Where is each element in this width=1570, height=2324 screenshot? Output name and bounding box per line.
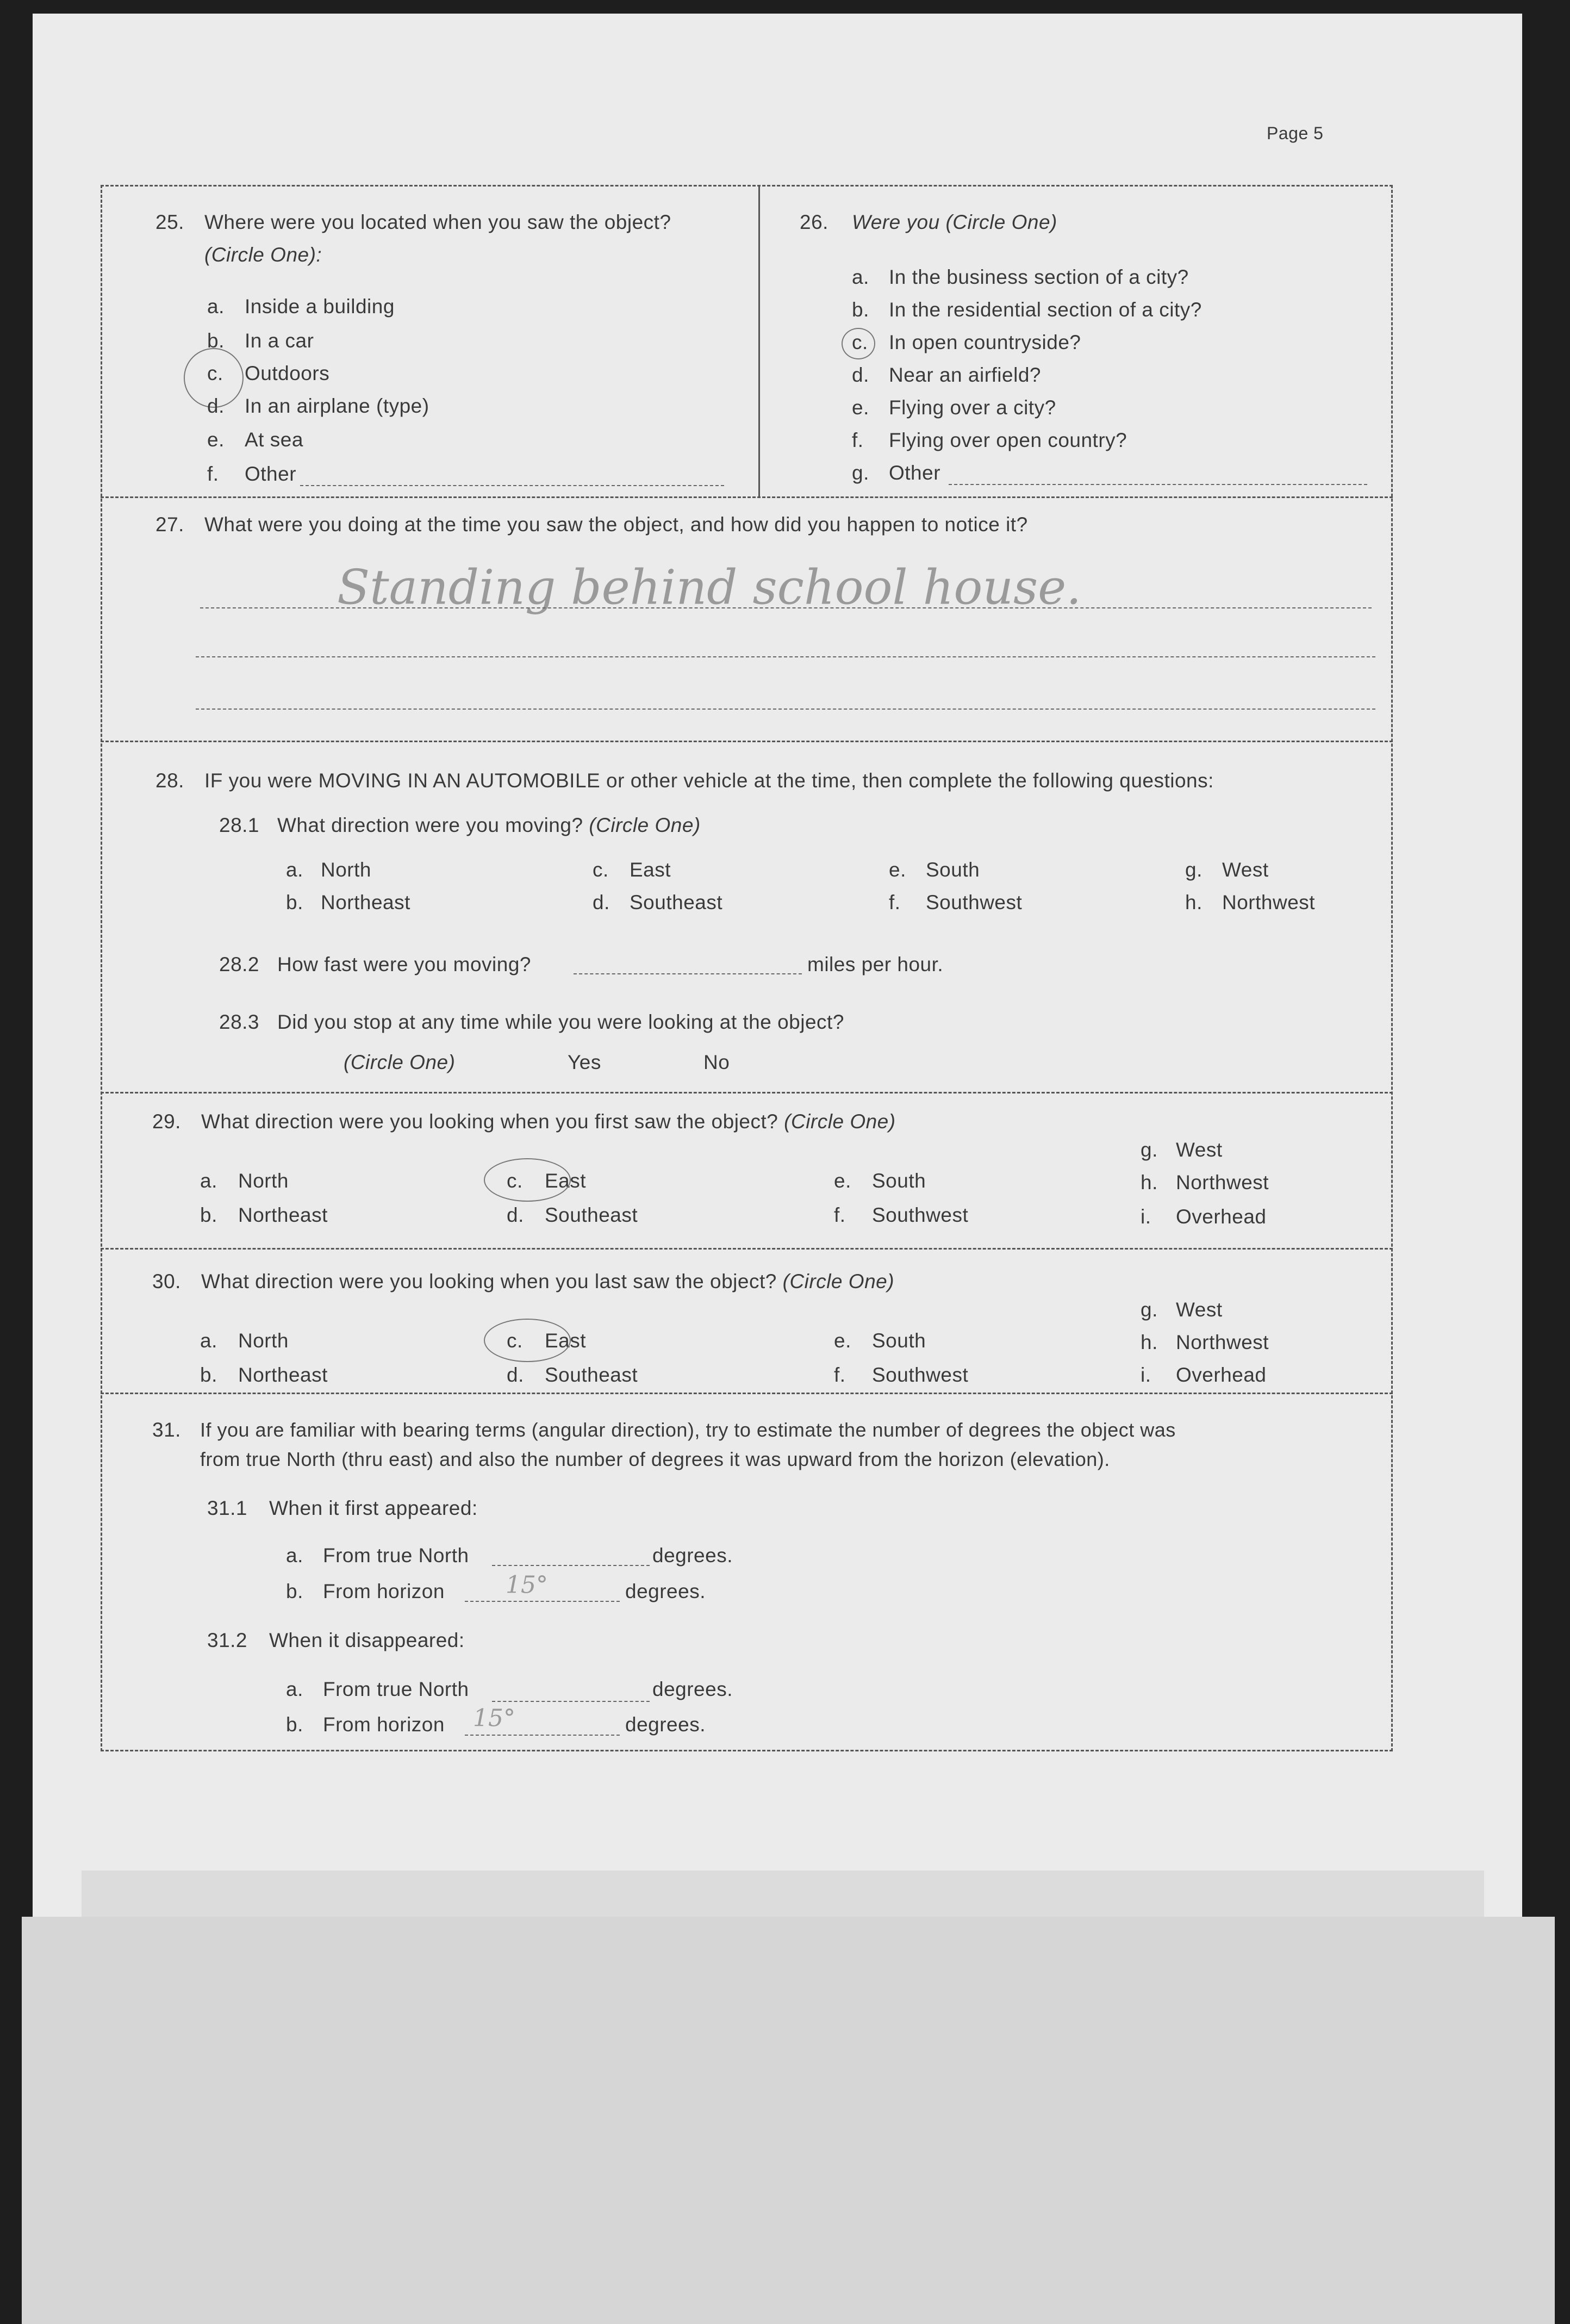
row-divider	[101, 1393, 1393, 1394]
option-text[interactable]: East	[545, 1329, 587, 1352]
option-text[interactable]: Outdoors	[245, 362, 330, 384]
option-letter[interactable]: a.	[286, 859, 303, 881]
option-letter[interactable]: b.	[852, 299, 869, 321]
subquestion-question: What direction were you moving?	[277, 814, 583, 836]
option-text[interactable]: Northwest	[1222, 891, 1316, 914]
field-letter: b.	[286, 1713, 303, 1736]
horizon-last-input[interactable]	[465, 1735, 620, 1736]
option-text[interactable]: Southeast	[545, 1204, 638, 1226]
option-text[interactable]: Northwest	[1176, 1331, 1269, 1353]
option-text[interactable]: Southwest	[872, 1364, 969, 1386]
question-instruction: (Circle One)	[782, 1270, 895, 1293]
option-letter[interactable]: b.	[200, 1204, 217, 1226]
option-text[interactable]: Near an airfield?	[889, 364, 1041, 386]
question-text	[201, 1110, 896, 1134]
option-yes[interactable]: Yes	[568, 1051, 601, 1073]
option-text[interactable]: Flying over a city?	[889, 396, 1056, 419]
question-number: 27.	[155, 513, 184, 536]
field-unit: degrees.	[652, 1544, 733, 1567]
question-suffix: or other vehicle at the time, then complete the following questions:	[600, 769, 1214, 792]
north-first-input[interactable]	[492, 1565, 650, 1566]
option-text[interactable]: West	[1222, 859, 1269, 881]
option-letter[interactable]: b.	[286, 891, 303, 914]
option-letter[interactable]: b.	[207, 330, 225, 352]
answer-line[interactable]	[196, 656, 1375, 657]
option-text[interactable]: Northeast	[321, 891, 410, 914]
subquestion-text: Did you stop at any time while you were looking at the object?	[277, 1011, 844, 1033]
row-divider	[101, 496, 1393, 498]
option-no[interactable]: No	[703, 1051, 730, 1073]
option-letter[interactable]: e.	[834, 1170, 851, 1192]
page-label: Page 5	[1267, 123, 1324, 143]
option-text[interactable]: Flying over open country?	[889, 429, 1127, 451]
subquestion-instruction: (Circle One)	[589, 814, 701, 836]
option-text[interactable]: South	[872, 1329, 926, 1352]
option-letter[interactable]: g.	[1141, 1298, 1158, 1321]
option-letter[interactable]: e.	[834, 1329, 851, 1352]
row-divider	[101, 741, 1393, 742]
subquestion-label: When it disappeared:	[269, 1629, 465, 1651]
question-number: 25.	[155, 211, 184, 233]
handwritten-answer[interactable]: Standing behind school house.	[337, 559, 1082, 616]
speed-input-line[interactable]	[574, 973, 802, 974]
option-letter[interactable]: g.	[852, 462, 869, 484]
option-text[interactable]: In an airplane (type)	[245, 395, 429, 417]
subquestion-text: How fast were you moving?	[277, 953, 531, 975]
option-text[interactable]: North	[238, 1329, 289, 1352]
option-letter[interactable]: e.	[852, 396, 869, 419]
option-text[interactable]: At sea	[245, 428, 303, 451]
other-input-line[interactable]	[949, 484, 1367, 485]
answer-line[interactable]	[196, 709, 1375, 710]
north-last-input[interactable]	[492, 1701, 650, 1702]
option-letter[interactable]: d.	[593, 891, 610, 914]
option-text[interactable]: Northwest	[1176, 1171, 1269, 1194]
option-letter[interactable]: c.	[507, 1170, 523, 1192]
row-divider	[101, 1248, 1393, 1250]
option-text[interactable]: East	[545, 1170, 587, 1192]
option-letter[interactable]: a.	[200, 1329, 217, 1352]
option-letter[interactable]: d.	[852, 364, 869, 386]
option-text[interactable]: South	[926, 859, 980, 881]
field-letter: a.	[286, 1544, 303, 1567]
option-text[interactable]: West	[1176, 1139, 1223, 1161]
question-emphasis: MOVING IN AN AUTOMOBILE	[318, 769, 601, 792]
field-letter: a.	[286, 1678, 303, 1700]
subquestion-number: 31.2	[207, 1629, 248, 1651]
subquestion-number: 31.1	[207, 1497, 248, 1519]
option-letter[interactable]: a.	[207, 295, 225, 318]
question-number: 29.	[152, 1110, 181, 1133]
option-text[interactable]: Other	[889, 462, 941, 484]
question-prefix: IF you were	[204, 769, 319, 792]
option-letter[interactable]: c.	[507, 1329, 523, 1352]
subquestion-number: 28.1	[219, 814, 260, 836]
option-letter[interactable]: a.	[200, 1170, 217, 1192]
question-instruction: (Circle One)	[784, 1110, 896, 1133]
question-text	[201, 1270, 894, 1294]
option-text[interactable]: East	[630, 859, 671, 881]
field-letter: b.	[286, 1580, 303, 1602]
question-text-line: If you are familiar with bearing terms (angular direction), try to estimate the number of degrees the object was	[200, 1419, 1176, 1441]
option-letter[interactable]: f.	[852, 429, 864, 451]
field-label: From true North	[323, 1544, 469, 1567]
option-text[interactable]: Southwest	[926, 891, 1023, 914]
option-letter[interactable]: e.	[889, 859, 906, 881]
option-letter[interactable]: d.	[507, 1364, 524, 1386]
question-text: Were you (Circle One)	[852, 211, 1057, 233]
option-letter[interactable]: f.	[207, 463, 219, 485]
question-text-line: from true North (thru east) and also the number of degrees it was upward from the horizon (elevation).	[200, 1448, 1110, 1470]
row-divider	[101, 1092, 1393, 1093]
horizon-last-value: 15°	[473, 1704, 515, 1732]
option-letter[interactable]: h.	[1141, 1331, 1158, 1353]
option-text[interactable]: Overhead	[1176, 1206, 1267, 1228]
subquestion-text	[277, 813, 701, 837]
field-label: From true North	[323, 1678, 469, 1700]
option-text[interactable]: In the business section of a city?	[889, 266, 1189, 288]
option-letter[interactable]: h.	[1185, 891, 1203, 914]
option-letter[interactable]: c.	[593, 859, 609, 881]
selection-circle	[484, 1319, 571, 1362]
option-text[interactable]: North	[238, 1170, 289, 1192]
question-text: What were you doing at the time you saw the object, and how did you happen to notice it?	[204, 513, 1028, 536]
option-letter[interactable]: i.	[1141, 1364, 1151, 1386]
question-body: What direction were you looking when you first saw the object?	[201, 1110, 778, 1133]
option-text[interactable]: West	[1176, 1298, 1223, 1321]
question-text	[204, 769, 1214, 793]
field-unit: degrees.	[625, 1713, 706, 1736]
horizon-first-input[interactable]	[465, 1601, 620, 1602]
option-text[interactable]: In a car	[245, 330, 314, 352]
field-label: From horizon	[323, 1713, 445, 1736]
option-letter[interactable]: e.	[207, 428, 225, 451]
option-letter[interactable]: i.	[1141, 1206, 1151, 1228]
question-number: 28.	[155, 769, 184, 792]
question-number: 31.	[152, 1419, 181, 1441]
subquestion-label: When it first appeared:	[269, 1497, 478, 1519]
horizon-first-value: 15°	[506, 1571, 548, 1599]
scan-background	[22, 1917, 1555, 2324]
option-text[interactable]: In the residential section of a city?	[889, 299, 1202, 321]
question-text: Where were you located when you saw the object?	[204, 211, 671, 233]
field-unit: degrees.	[652, 1678, 733, 1700]
option-letter[interactable]: g.	[1141, 1139, 1158, 1161]
selection-circle	[842, 328, 875, 359]
question-instruction: (Circle One):	[204, 244, 322, 266]
option-text[interactable]: In open countryside?	[889, 331, 1081, 353]
other-input-line[interactable]	[300, 485, 724, 486]
subquestion-instruction: (Circle One)	[344, 1051, 456, 1073]
option-text[interactable]: Northeast	[238, 1364, 328, 1386]
option-letter[interactable]: c.	[852, 331, 868, 353]
option-letter[interactable]: g.	[1185, 859, 1203, 881]
option-letter[interactable]: h.	[1141, 1171, 1158, 1194]
speed-unit: miles per hour.	[807, 953, 944, 975]
question-number: 30.	[152, 1270, 181, 1293]
option-text[interactable]: Southeast	[630, 891, 723, 914]
column-divider	[758, 185, 760, 496]
option-text[interactable]: Southwest	[872, 1204, 969, 1226]
option-letter[interactable]: b.	[200, 1364, 217, 1386]
subquestion-number: 28.2	[219, 953, 260, 975]
field-label: From horizon	[323, 1580, 445, 1602]
option-letter[interactable]: d.	[207, 395, 225, 417]
selection-circle	[484, 1158, 571, 1202]
field-unit: degrees.	[625, 1580, 706, 1602]
option-letter[interactable]: f.	[834, 1364, 846, 1386]
option-text[interactable]: Southeast	[545, 1364, 638, 1386]
option-text[interactable]: Northeast	[238, 1204, 328, 1226]
option-letter[interactable]: c.	[207, 362, 223, 384]
subquestion-number: 28.3	[219, 1011, 260, 1033]
option-letter[interactable]: a.	[852, 266, 869, 288]
option-text[interactable]: Inside a building	[245, 295, 395, 318]
question-number: 26.	[800, 211, 828, 233]
option-letter[interactable]: f.	[889, 891, 901, 914]
option-text[interactable]: North	[321, 859, 371, 881]
option-letter[interactable]: f.	[834, 1204, 846, 1226]
option-letter[interactable]: d.	[507, 1204, 524, 1226]
option-text[interactable]: South	[872, 1170, 926, 1192]
answer-line[interactable]	[200, 607, 1372, 608]
question-body: What direction were you looking when you last saw the object?	[201, 1270, 777, 1293]
option-text[interactable]: Other	[245, 463, 297, 485]
option-text[interactable]: Overhead	[1176, 1364, 1267, 1386]
